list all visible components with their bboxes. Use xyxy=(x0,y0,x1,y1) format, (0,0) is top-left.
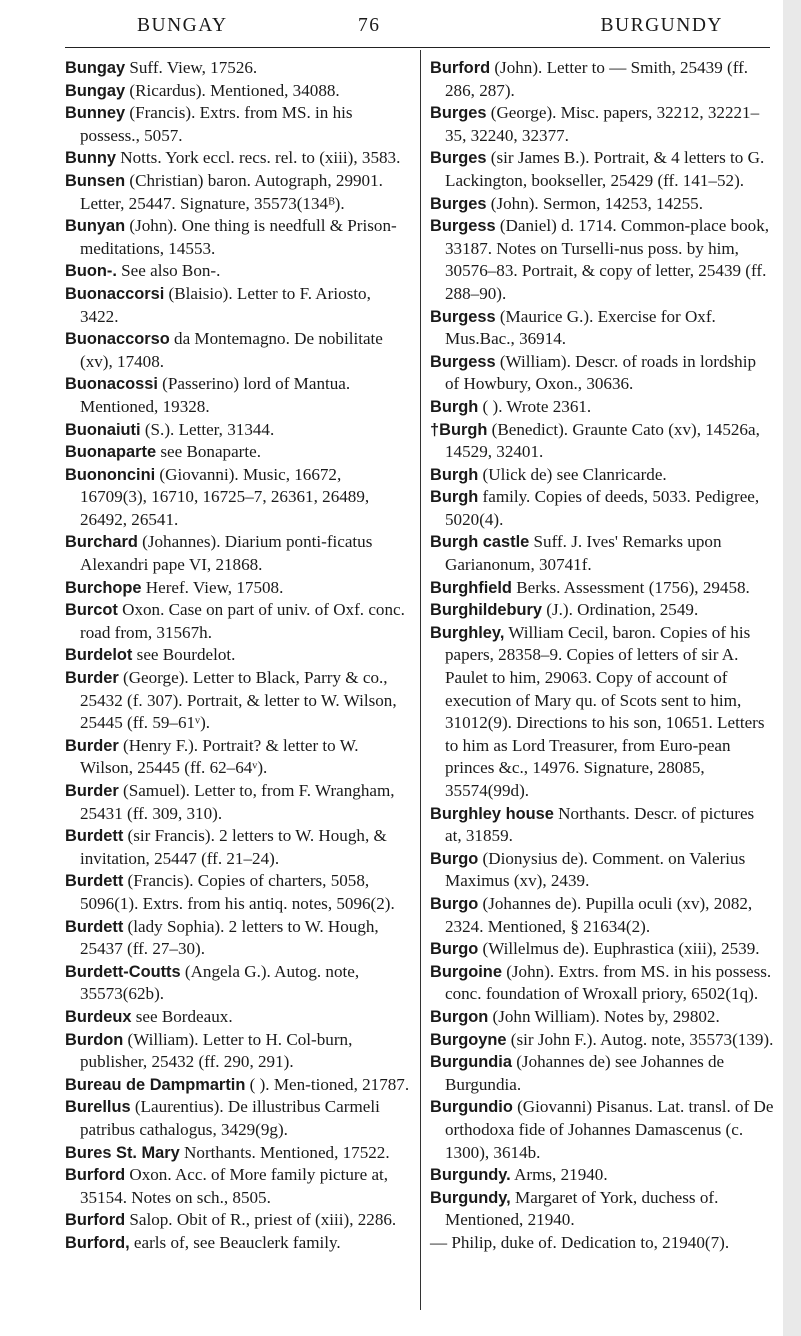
entry-heading: Burgoine xyxy=(430,962,502,981)
entry-heading: Burgundia xyxy=(430,1053,512,1072)
page-edge-shadow xyxy=(783,0,801,1336)
left-column xyxy=(65,57,412,1254)
entry-text: (Francis). Extrs. from MS. in his possess., 5057. xyxy=(80,103,353,145)
entry-heading: Burgh castle xyxy=(430,533,530,552)
entry-heading: Burgh xyxy=(430,465,479,484)
index-entry xyxy=(430,531,774,576)
entry-text: see Bourdelot. xyxy=(132,645,236,665)
entry-heading: Buononcini xyxy=(65,465,156,484)
entry-heading: Buon-. xyxy=(65,262,117,281)
entry-heading: Burges xyxy=(430,194,487,213)
index-entry xyxy=(65,441,412,464)
entry-heading: Burgess xyxy=(430,307,496,326)
entry-heading: Burgo xyxy=(430,849,479,868)
entry-text: (Willelmus de). Euphrastica (xiii), 2539. xyxy=(478,939,760,959)
entry-heading: Burdett xyxy=(65,917,124,936)
index-entry xyxy=(430,1232,774,1255)
entry-heading: Burder xyxy=(65,736,119,755)
header-left-word: BUNGAY xyxy=(137,15,228,36)
entry-heading: Bunyan xyxy=(65,217,126,236)
entry-text: Berks. Assessment (1756), 29458. xyxy=(511,577,750,597)
index-entry xyxy=(430,961,774,1006)
index-entry xyxy=(430,1096,774,1164)
entry-heading: Bungay xyxy=(65,59,126,77)
index-entry xyxy=(65,870,412,915)
index-entry xyxy=(65,419,412,442)
entry-text: (sir John F.). Autog. note, 35573(139). xyxy=(506,1029,774,1049)
entry-text: (sir Francis). 2 letters to W. Hough, & invitation, 25447 (ff. 21–24). xyxy=(80,826,387,868)
entry-heading: Burgundy. xyxy=(430,1166,511,1185)
entry-heading: †Burgh xyxy=(430,420,488,439)
index-entry xyxy=(65,577,412,600)
entry-text: ( ). Men-tioned, 21787. xyxy=(245,1074,410,1094)
index-entry xyxy=(65,599,412,644)
index-entry xyxy=(65,916,412,961)
index-entry xyxy=(430,1187,774,1232)
entry-heading: Burder xyxy=(65,782,119,800)
index-entry xyxy=(430,351,774,396)
entry-text: Northants. Mentioned, 17522. xyxy=(179,1142,390,1162)
index-entry xyxy=(430,848,774,893)
entry-text: (John William). Notes by, 29802. xyxy=(488,1006,720,1026)
entry-text: see Bonaparte. xyxy=(156,442,261,462)
entry-heading: Burdett xyxy=(65,872,124,891)
entry-heading: Burdeux xyxy=(65,1007,132,1026)
entry-heading: Burghley, xyxy=(430,623,505,642)
entry-text: (William). Letter to H. Col-burn, publisher, 25432 (ff. 290, 291). xyxy=(80,1029,353,1072)
entry-text: Margaret of York, duchess of. Mentioned, 21940. xyxy=(445,1187,719,1230)
index-entry xyxy=(65,1232,412,1255)
entry-text: (Angela G.). Autog. note, 35573(62b). xyxy=(80,961,360,1004)
entry-text: (Samuel). Letter to, from F. Wrangham, 25431 (ff. 309, 310). xyxy=(80,781,395,823)
entry-heading: Burchope xyxy=(65,578,142,597)
entry-heading: Bungay xyxy=(65,81,126,100)
index-entry xyxy=(430,1164,774,1187)
index-entry xyxy=(430,147,774,192)
entry-text: da Montemagno. De nobilitate (xv), 17408. xyxy=(80,329,383,371)
entry-heading: Burdett-Coutts xyxy=(65,962,181,981)
index-entry xyxy=(430,102,774,147)
index-entry xyxy=(65,780,412,825)
entry-heading: Burges xyxy=(430,149,487,168)
index-entry xyxy=(65,531,412,576)
entry-text: Salop. Obit of R., priest of (xiii), 2286. xyxy=(125,1210,397,1230)
entry-heading: Bunney xyxy=(65,104,126,123)
entry-text: (Maurice G.). Exercise for Oxf. Mus.Bac., 36914. xyxy=(445,306,716,349)
entry-text: (Dionysius de). Comment. on Valerius Maximus (xv), 2439. xyxy=(445,848,746,891)
index-entry xyxy=(430,419,774,464)
entry-heading: Burgoyne xyxy=(430,1030,507,1049)
index-entry xyxy=(65,260,412,283)
running-header xyxy=(64,15,769,55)
entry-heading: Burellus xyxy=(65,1098,131,1117)
entry-text: (John). One thing is needfull & Prison-meditations, 14553. xyxy=(80,216,397,258)
entry-text: (Passerino) lord of Mantua. Mentioned, 19328. xyxy=(80,374,351,416)
entry-heading: Bunny xyxy=(65,149,116,168)
entry-text: William Cecil, baron. Copies of his papers, 28358–9. Copies of letters of sir A. Paulet to him, 29063. Copy of account of execution of Mary qu. of Scots sent to him, 31012(9). Directions to his son, 10651. Letters to him as Lord Treasurer, from Euro-pean princes &c., 14976. Signature, 28085, 35574(99d). xyxy=(445,622,765,800)
entry-heading: Bunsen xyxy=(65,171,126,190)
entry-text: (John). Extrs. from MS. in his possess. conc. foundation of Wroxall priory, 6502(1q). xyxy=(445,961,772,1004)
index-entry xyxy=(430,938,774,961)
right-column xyxy=(430,57,774,1254)
entry-heading: Burchard xyxy=(65,533,138,552)
index-entry xyxy=(430,1006,774,1029)
entry-heading: Buonaparte xyxy=(65,443,157,462)
entry-heading: Burder xyxy=(65,669,119,688)
entry-heading: Buonaccorsi xyxy=(65,284,165,303)
index-entry xyxy=(65,1209,412,1232)
entry-text: See also Bon-. xyxy=(116,261,221,281)
entry-text: (Christian) baron. Autograph, 29901. Letter, 25447. Signature, 35573(134ᴮ). xyxy=(80,170,383,213)
entry-heading: Burgh xyxy=(430,488,479,507)
entry-text: see Bordeaux. xyxy=(131,1006,233,1026)
entry-text: (Daniel) d. 1714. Common-place book, 33187. Notes on Turselli-nus poss. by him, 30576–83. Portrait, & copy of letter, 25439 (ff. 288–90). xyxy=(445,216,770,303)
index-entry xyxy=(65,735,412,780)
entry-heading: Burford xyxy=(65,1211,126,1230)
index-entry xyxy=(430,57,774,102)
entry-text: (J.). Ordination, 2549. xyxy=(542,600,699,620)
entry-text: (Henry F.). Portrait? & letter to W. Wilson, 25445 (ff. 62–64ᵛ). xyxy=(80,735,359,778)
index-entry xyxy=(65,328,412,373)
entry-text: (William). Descr. of roads in lordship of Howbury, Oxon., 30636. xyxy=(445,351,757,394)
entry-text: — Philip, duke of. Dedication to, 21940(7). xyxy=(430,1232,730,1252)
entry-text: (Blaisio). Letter to F. Ariosto, 3422. xyxy=(80,283,371,326)
entry-heading: Burgundio xyxy=(430,1098,513,1117)
index-entry xyxy=(65,667,412,735)
entry-text: Arms, 21940. xyxy=(510,1165,608,1185)
index-entry xyxy=(65,80,412,103)
entry-text: (Giovanni) Pisanus. Lat. transl. of De orthodoxa fide of Johannes Damascenus (c. 1300), 3614b. xyxy=(445,1097,774,1162)
entry-text: (Giovanni). Music, 16672, 16709(3), 16710, 16725–7, 26361, 26489, 26492, 26541. xyxy=(80,464,370,529)
index-entry xyxy=(65,1029,412,1074)
index-entry xyxy=(65,644,412,667)
entry-text: family. Copies of deeds, 5033. Pedigree, 5020(4). xyxy=(445,487,760,529)
entry-text: Heref. View, 17508. xyxy=(141,577,284,597)
entry-text: (lady Sophia). 2 letters to W. Hough, 25437 (ff. 27–30). xyxy=(80,916,379,959)
index-entry xyxy=(65,1142,412,1165)
entry-heading: Burgh xyxy=(430,397,479,416)
index-entry xyxy=(65,57,412,80)
entry-text: (John). Sermon, 14253, 14255. xyxy=(486,193,703,213)
entry-text: (Francis). Copies of charters, 5058, 5096(1). Extrs. from his antiq. notes, 5096(2). xyxy=(80,871,395,913)
index-entry xyxy=(430,215,774,305)
entry-heading: Burgo xyxy=(430,940,479,959)
entry-heading: Burgundy, xyxy=(430,1188,511,1207)
entry-heading: Burgess xyxy=(430,217,496,236)
index-entry xyxy=(65,170,412,215)
index-entry xyxy=(430,486,774,531)
entry-text: (John). Letter to — Smith, 25439 (ff. 286, 287). xyxy=(445,58,749,100)
entry-heading: Burges xyxy=(430,104,487,123)
entry-text: Oxon. Case on part of univ. of Oxf. conc. road from, 31567h. xyxy=(80,600,405,642)
index-entry xyxy=(65,102,412,147)
index-entry xyxy=(430,599,774,622)
index-entry xyxy=(430,803,774,848)
entry-text: (George). Letter to Black, Parry & co., 25432 (f. 307). Portrait, & letter to W. Wilson, 25445 (ff. 59–61ᵛ). xyxy=(80,668,397,733)
entry-text: (Benedict). Graunte Cato (xv), 14526a, 14529, 32401. xyxy=(445,419,760,462)
index-entry xyxy=(430,193,774,216)
entry-heading: Burghley house xyxy=(430,804,554,823)
index-entry xyxy=(430,464,774,487)
index-entry xyxy=(430,1029,774,1052)
index-entry xyxy=(65,464,412,532)
entry-heading: Burghildebury xyxy=(430,601,543,620)
entry-text: Suff. J. Ives' Remarks upon Garianonum, 30741f. xyxy=(445,532,722,575)
entry-heading: Bures St. Mary xyxy=(65,1143,180,1162)
entry-text: (Johannes de) see Johannes de Burgundia. xyxy=(445,1052,725,1094)
index-entry xyxy=(65,1074,412,1097)
index-entry xyxy=(65,1096,412,1141)
entry-heading: Buonacossi xyxy=(65,375,158,394)
index-entry xyxy=(65,1164,412,1209)
entry-text: Oxon. Acc. of More family picture at, 35154. Notes on sch., 8505. xyxy=(80,1165,389,1207)
index-entry xyxy=(65,961,412,1006)
index-entry xyxy=(430,893,774,938)
entry-text: Northants. Descr. of pictures at, 31859. xyxy=(445,803,755,846)
index-entry xyxy=(430,622,774,803)
entry-heading: Burford xyxy=(430,59,491,77)
entry-text: Notts. York eccl. recs. rel. to (xiii), 3583. xyxy=(116,148,401,168)
column-divider xyxy=(420,50,421,1310)
entry-heading: Burghfield xyxy=(430,578,512,597)
entry-heading: Burdett xyxy=(65,827,124,846)
header-rule xyxy=(65,47,770,48)
entry-text: (S.). Letter, 31344. xyxy=(140,419,275,439)
entry-text: (Ricardus). Mentioned, 34088. xyxy=(125,80,340,100)
index-entry xyxy=(65,373,412,418)
index-entry xyxy=(65,283,412,328)
index-entry xyxy=(430,577,774,600)
header-right-word: BURGUNDY xyxy=(600,15,723,36)
index-entry xyxy=(430,306,774,351)
page-number: 76 xyxy=(358,15,381,36)
entry-heading: Burgess xyxy=(430,352,496,371)
entry-text: (George). Misc. papers, 32212, 32221–35, 32240, 32377. xyxy=(445,103,760,145)
entry-heading: Burford, xyxy=(65,1233,130,1252)
entry-text: (Ulick de) see Clanricarde. xyxy=(478,464,667,484)
entry-heading: Buonaiuti xyxy=(65,420,141,439)
index-entry xyxy=(65,825,412,870)
index-entry xyxy=(65,147,412,170)
entry-heading: Burford xyxy=(65,1166,126,1185)
entry-text: (Johannes de). Pupilla oculi (xv), 2082, 2324. Mentioned, § 21634(2). xyxy=(445,893,753,936)
index-entry xyxy=(65,215,412,260)
index-entry xyxy=(430,1051,774,1096)
entry-text: (Laurentius). De illustribus Carmeli patribus cathalogus, 3429(9g). xyxy=(80,1097,380,1139)
entry-text: (Johannes). Diarium ponti-ficatus Alexandri pape VI, 21868. xyxy=(80,532,373,575)
entry-text: Suff. View, 17526. xyxy=(125,58,258,77)
entry-heading: Burgo xyxy=(430,894,479,913)
entry-heading: Burdon xyxy=(65,1030,124,1049)
entry-heading: Burgon xyxy=(430,1007,489,1026)
index-entry xyxy=(430,396,774,419)
entry-heading: Bureau de Dampmartin xyxy=(65,1075,246,1094)
entry-heading: Burdelot xyxy=(65,646,133,665)
entry-text: earls of, see Beauclerk family. xyxy=(129,1232,341,1252)
index-entry xyxy=(65,1006,412,1029)
entry-text: (sir James B.). Portrait, & 4 letters to G. Lackington, bookseller, 25429 (ff. 141–52). xyxy=(445,148,765,190)
entry-heading: Burcot xyxy=(65,601,118,620)
entry-text: ( ). Wrote 2361. xyxy=(478,396,592,416)
entry-heading: Buonaccorso xyxy=(65,330,170,349)
